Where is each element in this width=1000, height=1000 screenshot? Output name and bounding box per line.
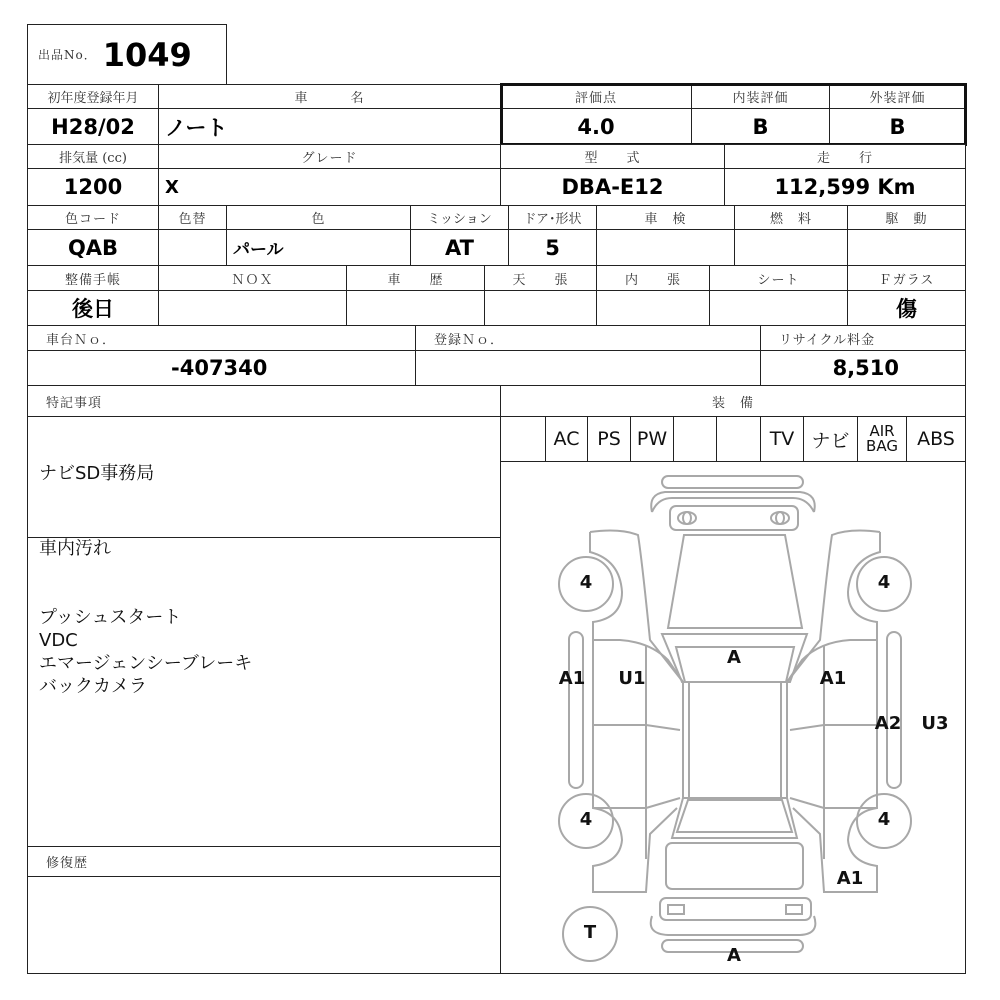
color-code-value: QAB <box>27 229 159 266</box>
score-value: 4.0 <box>500 108 692 145</box>
inspection-label: 車 検 <box>596 205 735 230</box>
recycle-fee-label: リサイクル料金 <box>760 325 966 351</box>
reg-date-value: H28/02 <box>27 108 159 145</box>
headliner-label: 天 張 <box>484 265 597 291</box>
front-bumper-strip <box>662 476 803 488</box>
service-book-value: 後日 <box>27 290 159 326</box>
exterior-grade-value: B <box>829 108 966 145</box>
damage-mark: A <box>727 647 741 668</box>
color-change-label: 色替 <box>158 205 227 230</box>
history-label: 車 歴 <box>346 265 485 291</box>
damage-mark: 4 <box>579 809 593 830</box>
damage-mark: T <box>583 922 597 943</box>
notes-label: 特記事項 <box>27 385 501 417</box>
rear-garnish <box>660 898 811 920</box>
color-value: パール <box>226 229 411 266</box>
damage-mark: 4 <box>877 572 891 593</box>
equipment-item-ps: PS <box>587 416 631 462</box>
repair-history-label: 修復歴 <box>27 846 501 877</box>
damage-mark: A2 <box>874 713 902 734</box>
note-line: プッシュスタート <box>39 607 182 628</box>
damage-mark: A1 <box>836 868 864 889</box>
right-sill <box>887 632 901 788</box>
rear-bumper <box>651 916 816 935</box>
doors-label: ドア･形状 <box>508 205 597 230</box>
model-value: DBA-E12 <box>500 168 725 206</box>
note-line: ナビSD事務局 <box>39 463 155 484</box>
fuel-label: 燃 料 <box>734 205 848 230</box>
doors-value: 5 <box>508 229 597 266</box>
hood <box>668 535 802 628</box>
note-line: エマージェンシーブレーキ <box>39 653 253 674</box>
nox-label: ＮＯＸ <box>158 265 347 291</box>
lot-number-label: 出品No． <box>38 48 97 62</box>
mileage-value: 112,599 Km <box>724 168 966 206</box>
color-label: 色 <box>226 205 411 230</box>
reg-date-label: 初年度登録年月 <box>27 84 159 109</box>
damage-mark: 4 <box>877 809 891 830</box>
chassis-label: 車台Ｎｏ． <box>27 325 416 351</box>
displacement-label: 排気量 (cc) <box>27 144 159 169</box>
service-book-label: 整備手帳 <box>27 265 159 291</box>
equipment-item-abs: ABS <box>906 416 966 462</box>
color-code-label: 色コード <box>27 205 159 230</box>
mileage-label: 走 行 <box>724 144 966 169</box>
interior-trim-label: 内 張 <box>596 265 710 291</box>
damage-mark: U1 <box>618 668 646 689</box>
note-line: バックカメラ <box>39 676 147 697</box>
equipment-item-navi: ナビ <box>803 416 858 462</box>
equipment-label: 装 備 <box>500 385 966 417</box>
damage-mark: A <box>727 945 741 966</box>
damage-mark: A1 <box>558 668 586 689</box>
interior-grade-value: B <box>691 108 830 145</box>
exterior-grade-label: 外装評価 <box>829 84 966 109</box>
equipment-item-tv: TV <box>760 416 804 462</box>
fglass-label: Ｆガラス <box>847 265 966 291</box>
transmission-value: AT <box>410 229 509 266</box>
interior-grade-label: 内装評価 <box>691 84 830 109</box>
recycle-fee-value: 8,510 <box>760 350 966 386</box>
rear-window <box>677 800 792 832</box>
score-label: 評価点 <box>500 84 692 109</box>
lot-number: 1049 <box>102 35 192 74</box>
roof <box>683 682 787 798</box>
car-name-value: ノート <box>158 108 501 145</box>
equipment-item-pw: PW <box>630 416 674 462</box>
damage-mark: A1 <box>819 668 847 689</box>
grade-label: グレード <box>158 144 501 169</box>
note-line: VDC <box>39 630 78 651</box>
displacement-value: 1200 <box>27 168 159 206</box>
grade-value: X <box>158 168 501 206</box>
grille <box>670 506 798 530</box>
equipment-item-ac: AC <box>545 416 588 462</box>
car-name-label: 車 名 <box>158 84 501 109</box>
seat-label: シート <box>709 265 848 291</box>
drive-label: 駆 動 <box>847 205 966 230</box>
trunk <box>666 843 803 889</box>
equipment-item-airbag: AIR BAG <box>857 416 907 462</box>
front-bumper <box>651 492 814 512</box>
left-sill <box>569 632 583 788</box>
right-front-fender <box>787 531 880 682</box>
chassis-value: -407340 <box>27 350 416 386</box>
note-line: 車内汚れ <box>39 538 111 559</box>
left-front-fender <box>590 531 683 682</box>
registration-label: 登録Ｎｏ． <box>415 325 761 351</box>
fglass-value: 傷 <box>847 290 966 326</box>
damage-mark: 4 <box>579 572 593 593</box>
damage-mark: U3 <box>921 713 949 734</box>
transmission-label: ミッション <box>410 205 509 230</box>
model-label: 型 式 <box>500 144 725 169</box>
